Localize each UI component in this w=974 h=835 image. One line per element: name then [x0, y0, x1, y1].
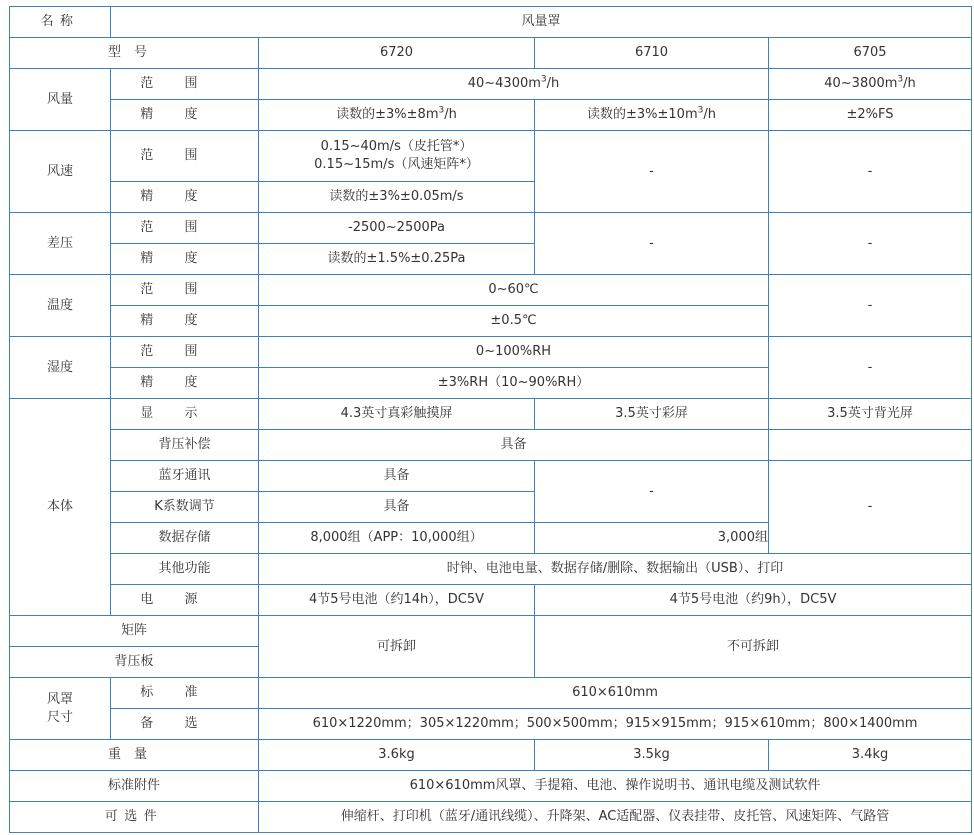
temperature-accuracy-value: ±0.5℃ [259, 306, 769, 337]
bluetooth-6720: 具备 [259, 461, 535, 492]
airflow-label: 风量 [10, 69, 111, 131]
row-power [10, 585, 972, 616]
airflow-range-label: 范围 [111, 69, 259, 100]
row-model [10, 38, 972, 69]
row-temperature-range [10, 275, 972, 306]
temperature-6705-na: - [769, 275, 972, 337]
model-6720: 6720 [259, 38, 535, 69]
pressure-range-6720: -2500~2500Pa [259, 213, 535, 244]
temperature-accuracy-label: 精度 [111, 306, 259, 337]
row-hood-alternate [10, 709, 972, 740]
bluetooth-label: 蓝牙通讯 [111, 461, 259, 492]
display-6705: 3.5英寸背光屏 [769, 399, 972, 430]
std-acc-label: 标准附件 [10, 771, 259, 802]
display-6710: 3.5英寸彩屏 [535, 399, 769, 430]
row-bluetooth [10, 461, 972, 492]
bluetooth-kfactor-6710-na: - [535, 461, 769, 523]
optional-value: 伸缩杆、打印机（蓝牙/通讯线缆）、升降架、AC适配器、仪表挂带、皮托管、风速矩阵、气路管 [259, 802, 972, 833]
airflow-accuracy-6705: ±2%FS [769, 100, 972, 131]
velocity-range-label: 范围 [111, 131, 259, 182]
power-6720: 4节5号电池（约14h），DC5V [259, 585, 535, 616]
row-name [10, 7, 972, 38]
temperature-range-label: 范围 [111, 275, 259, 306]
hood-size-label-line2: 尺寸 [46, 709, 73, 725]
body-label: 本体 [10, 399, 111, 616]
pressure-accuracy-6720: 读数的±1.5%±0.25Pa [259, 244, 535, 275]
hood-standard-label: 标准 [111, 678, 259, 709]
row-back-compensation [10, 430, 972, 461]
row-matrix [10, 616, 972, 647]
storage-other: 3,000组 [535, 523, 769, 554]
weight-6710: 3.5kg [535, 740, 769, 771]
velocity-label: 风速 [10, 131, 111, 213]
model-label: 型号 [10, 38, 259, 69]
humidity-label: 湿度 [10, 337, 111, 399]
row-other-functions [10, 554, 972, 585]
product-name: 风量罩 [111, 7, 972, 38]
temperature-range-value: 0~60℃ [259, 275, 769, 306]
power-other: 4节5号电池（约9h），DC5V [535, 585, 972, 616]
matrix-label: 矩阵 [10, 616, 259, 647]
airflow-range-6720-6710: $40\sim 4300m^3/h$ [259, 69, 769, 100]
pressure-label: 差压 [10, 213, 111, 275]
airflow-accuracy-label: 精度 [111, 100, 259, 131]
storage-6720: 8,000组（APP：10,000组） [259, 523, 535, 554]
back-comp-label: 背压补偿 [111, 430, 259, 461]
hood-alternate-value: 610×1220mm；305×1220mm；500×500mm；915×915mm；915×610mm；800×1400mm [259, 709, 972, 740]
row-standard-accessories [10, 771, 972, 802]
velocity-range-6720 [259, 131, 535, 182]
row-hood-standard [10, 678, 972, 709]
weight-6720: 3.6kg [259, 740, 535, 771]
display-6720: 4.3英寸真彩触摸屏 [259, 399, 535, 430]
hood-size-label [10, 678, 111, 740]
back-comp-value: 具备 [259, 430, 769, 461]
row-pressure-range [10, 213, 972, 244]
storage-label: 数据存储 [111, 523, 259, 554]
bluetooth-kfactor-6705-na: - [769, 461, 972, 554]
back-comp-6705-empty [769, 430, 972, 461]
humidity-range-value: 0~100%RH [259, 337, 769, 368]
airflow-accuracy-6710: 读数的$\pm 3\%\pm 10m^3/h$ [535, 100, 769, 131]
kfactor-label: K系数调节 [111, 492, 259, 523]
row-display [10, 399, 972, 430]
pressure-accuracy-label: 精度 [111, 244, 259, 275]
std-acc-value: 610×610mm风罩、手提箱、电池、操作说明书、通讯电缆及测试软件 [259, 771, 972, 802]
pressure-6710-na: - [535, 213, 769, 275]
humidity-range-label: 范围 [111, 337, 259, 368]
model-6705: 6705 [769, 38, 972, 69]
spec-table [9, 6, 972, 833]
other-functions-label: 其他功能 [111, 554, 259, 585]
velocity-accuracy-label: 精度 [111, 182, 259, 213]
row-airflow-range [10, 69, 972, 100]
display-label: 显示 [111, 399, 259, 430]
pressure-6705-na: - [769, 213, 972, 275]
backplate-label: 背压板 [10, 647, 259, 678]
other-functions-value: 时钟、电池电量、数据存储/删除、数据输出（USB）、打印 [259, 554, 972, 585]
pressure-range-label: 范围 [111, 213, 259, 244]
hood-alternate-label: 备选 [111, 709, 259, 740]
airflow-range-6705: $40\sim 3800m^3/h$ [769, 69, 972, 100]
temperature-label: 温度 [10, 275, 111, 337]
velocity-accuracy-6720: 读数的±3%±0.05m/s [259, 182, 535, 213]
velocity-6705-na: - [769, 131, 972, 213]
kfactor-6720: 具备 [259, 492, 535, 523]
row-humidity-range [10, 337, 972, 368]
detachable-6720: 可拆卸 [259, 616, 535, 678]
humidity-6705-na: - [769, 337, 972, 399]
row-optional [10, 802, 972, 833]
power-label: 电源 [111, 585, 259, 616]
optional-label: 可选件 [10, 802, 259, 833]
hood-size-label-line1: 风罩 [46, 691, 73, 707]
row-velocity-range [10, 131, 972, 182]
name-label: 名称 [10, 7, 111, 38]
humidity-accuracy-label: 精度 [111, 368, 259, 399]
humidity-accuracy-value: ±3%RH（10~90%RH） [259, 368, 769, 399]
row-airflow-accuracy [10, 100, 972, 131]
weight-6705: 3.4kg [769, 740, 972, 771]
hood-standard-value: 610×610mm [259, 678, 972, 709]
model-6710: 6710 [535, 38, 769, 69]
velocity-6710-na: - [535, 131, 769, 213]
airflow-accuracy-6720: 读数的$\pm 3\%\pm 8m^3/h$ [259, 100, 535, 131]
row-weight [10, 740, 972, 771]
velocity-range-line2: 0.15~15m/s（风速矩阵*） [314, 157, 479, 172]
velocity-range-line1: 0.15~40m/s（皮托管*） [320, 139, 473, 155]
not-detachable-other: 不可拆卸 [535, 616, 972, 678]
weight-label: 重量 [10, 740, 259, 771]
